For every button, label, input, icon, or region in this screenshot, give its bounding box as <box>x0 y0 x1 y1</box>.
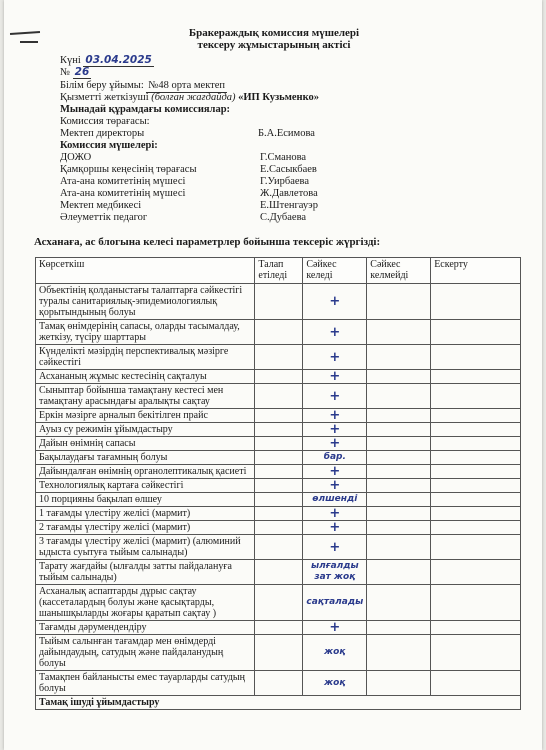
note-cell <box>431 635 521 671</box>
indicator-cell: Тағамды дәрумендендіру <box>36 621 255 635</box>
table-row <box>36 423 521 437</box>
pen-stroke <box>10 31 40 35</box>
checklist-body <box>36 284 521 710</box>
required-cell <box>255 409 303 423</box>
note-cell <box>431 437 521 451</box>
member-name: Ж.Давлетова <box>260 188 318 199</box>
table-row <box>36 493 521 507</box>
noncompliant-cell <box>367 423 431 437</box>
member-name: С.Дубаева <box>260 212 307 223</box>
table-header-row <box>36 258 521 284</box>
composition-heading: Мынадай құрамдағы комиссиялар: <box>60 104 231 115</box>
compliant-cell: + <box>303 423 367 437</box>
chair-role: Мектеп директоры <box>60 128 145 139</box>
school-value: №48 орта мектеп <box>148 80 226 91</box>
noncompliant-cell <box>367 409 431 423</box>
table-row <box>36 560 521 585</box>
required-cell <box>255 437 303 451</box>
compliant-cell: өлшенді <box>303 493 367 507</box>
noncompliant-cell <box>367 370 431 384</box>
required-cell <box>255 320 303 345</box>
document-title-line2: тексеру жұмыстарының актісі <box>197 39 351 51</box>
indicator-cell: Тамақпен байланысты емес тауарларды сатудың болуы <box>36 671 255 696</box>
required-cell <box>255 507 303 521</box>
header-note: Ескерту <box>431 258 521 284</box>
number-value: 26 <box>74 66 90 78</box>
noncompliant-cell <box>367 560 431 585</box>
compliant-cell: + <box>303 345 367 370</box>
noncompliant-cell <box>367 635 431 671</box>
compliant-cell: + <box>303 521 367 535</box>
table-row <box>36 409 521 423</box>
compliant-cell: сақталады <box>303 585 367 621</box>
note-cell <box>431 384 521 409</box>
indicator-cell: 1 тағамды үлестіру желісі (мармит) <box>36 507 255 521</box>
indicator-cell: Объектінің қолданыстағы талаптарға сәйкестігі туралы санитариялық-эпидемиологиялық қорытындының болуы <box>36 284 255 320</box>
compliant-cell: + <box>303 437 367 451</box>
indicator-cell: Тарату жағдайы (ылғалды затты пайдалануға тыйым салынады) <box>36 560 255 585</box>
noncompliant-cell <box>367 479 431 493</box>
note-cell <box>431 521 521 535</box>
note-cell <box>431 423 521 437</box>
member-role: Әлеуметтік педагог <box>60 212 148 223</box>
supplier-note: (болған жағдайда) <box>151 92 236 103</box>
note-cell <box>431 621 521 635</box>
compliant-cell: + <box>303 479 367 493</box>
indicator-cell: Асхананың жұмыс кестесінің сақталуы <box>36 370 255 384</box>
indicator-cell: Дайын өнімнің сапасы <box>36 437 255 451</box>
required-cell <box>255 535 303 560</box>
indicator-cell: Асханалық аспаптарды дұрыс сақтау (кассеталардың болуы және қасықтарды, шанышқыларды жоғары қаратып сақтау ) <box>36 585 255 621</box>
indicator-cell: 2 тағамды үлестіру желісі (мармит) <box>36 521 255 535</box>
header-required: Талап етіледі <box>255 258 303 284</box>
indicator-cell: Күнделікті мәзірдің перспективалық мәзірге сәйкестігі <box>36 345 255 370</box>
noncompliant-cell <box>367 521 431 535</box>
required-cell <box>255 384 303 409</box>
section-title: Тамақ ішуді ұйымдастыру <box>36 696 521 710</box>
table-row <box>36 345 521 370</box>
table-row <box>36 284 521 320</box>
noncompliant-cell <box>367 465 431 479</box>
note-cell <box>431 479 521 493</box>
note-cell <box>431 370 521 384</box>
supplier-label: Қызметті жеткізуші <box>60 92 149 103</box>
checklist-heading: Асханаға, ас блогына келесі параметрлер бойынша тексеріс жүргізді: <box>34 236 381 248</box>
indicator-cell: Тыйым салынған тағамдар мен өнімдерді дайындаудың, сатудың және пайдаланудың болуы <box>36 635 255 671</box>
compliant-cell: бар. <box>303 451 367 465</box>
note-cell <box>431 671 521 696</box>
noncompliant-cell <box>367 621 431 635</box>
compliant-cell: + <box>303 621 367 635</box>
indicator-cell: Тамақ өнімдерінің сапасы, оларды тасымалдау, жеткізу, түсіру шарттары <box>36 320 255 345</box>
number-line <box>60 66 91 79</box>
table-section-row <box>36 696 521 710</box>
chair-heading: Комиссия төрағасы: <box>60 116 150 127</box>
table-row <box>36 479 521 493</box>
indicator-cell: Технологиялық картаға сәйкестігі <box>36 479 255 493</box>
required-cell <box>255 370 303 384</box>
required-cell <box>255 585 303 621</box>
required-cell <box>255 493 303 507</box>
compliant-cell: + <box>303 370 367 384</box>
table-row <box>36 585 521 621</box>
member-role: Қамқоршы кеңесінің төрағасы <box>60 164 197 175</box>
noncompliant-cell <box>367 437 431 451</box>
member-role: Ата-ана комитетінің мүшесі <box>60 188 186 199</box>
note-cell <box>431 409 521 423</box>
note-cell <box>431 284 521 320</box>
header-noncompliant: Сәйкес келмейді <box>367 258 431 284</box>
note-cell <box>431 451 521 465</box>
document-title-line1: Бракераждық комиссия мүшелері <box>188 27 360 39</box>
required-cell <box>255 451 303 465</box>
noncompliant-cell <box>367 345 431 370</box>
table-row <box>36 437 521 451</box>
noncompliant-cell <box>367 585 431 621</box>
required-cell <box>255 284 303 320</box>
note-cell <box>431 320 521 345</box>
member-role: Мектеп медбикесі <box>60 200 142 211</box>
supplier-line <box>60 92 319 104</box>
noncompliant-cell <box>367 384 431 409</box>
required-cell <box>255 635 303 671</box>
noncompliant-cell <box>367 507 431 521</box>
table-row <box>36 320 521 345</box>
table-row <box>36 635 521 671</box>
compliant-cell: + <box>303 284 367 320</box>
table-row <box>36 521 521 535</box>
school-label: Білім беру ұйымы: <box>60 80 144 91</box>
compliant-cell: + <box>303 320 367 345</box>
table-row <box>36 465 521 479</box>
noncompliant-cell <box>367 535 431 560</box>
note-cell <box>431 507 521 521</box>
indicator-cell: Сыныптар бойынша тамақтану кестесі мен тамақтану арасындағы аралықты сақтау <box>36 384 255 409</box>
indicator-cell: 3 тағамды үлестіру желісі (мармит) (алюминий ыдыста суытуға тыйым салынады) <box>36 535 255 560</box>
compliant-cell: + <box>303 465 367 479</box>
date-label: Күні <box>60 55 81 66</box>
table-row <box>36 621 521 635</box>
table-row <box>36 384 521 409</box>
supplier-value: «ИП Кузьменко» <box>238 92 319 103</box>
note-cell <box>431 345 521 370</box>
checklist-table <box>35 257 521 710</box>
table-row <box>36 451 521 465</box>
member-role: Ата-ана комитетінің мүшесі <box>60 176 186 187</box>
indicator-cell: Еркін мәзірге арналып бекітілген прайс <box>36 409 255 423</box>
required-cell <box>255 345 303 370</box>
compliant-cell: + <box>303 507 367 521</box>
required-cell <box>255 479 303 493</box>
required-cell <box>255 521 303 535</box>
note-cell <box>431 535 521 560</box>
required-cell <box>255 621 303 635</box>
compliant-cell: + <box>303 409 367 423</box>
noncompliant-cell <box>367 320 431 345</box>
members-heading: Комиссия мүшелері: <box>60 140 158 151</box>
member-name: Г.Сманова <box>260 152 307 163</box>
header-indicator: Көрсеткіш <box>36 258 255 284</box>
compliant-cell: ылғалды зат жоқ <box>303 560 367 585</box>
header-compliant: Сәйкес келеді <box>303 258 367 284</box>
compliant-cell: + <box>303 535 367 560</box>
pen-stroke <box>20 41 38 43</box>
compliant-cell: жоқ <box>303 635 367 671</box>
table-row <box>36 370 521 384</box>
member-name: Е.Сасыкбаев <box>260 164 317 175</box>
member-name: Е.Штенгауэр <box>260 200 318 211</box>
indicator-cell: 10 порцияны бақылап өлшеу <box>36 493 255 507</box>
compliant-cell: + <box>303 384 367 409</box>
required-cell <box>255 423 303 437</box>
member-role: ДОЖО <box>60 152 92 163</box>
noncompliant-cell <box>367 451 431 465</box>
table-row <box>36 671 521 696</box>
date-value: 03.04.2025 <box>85 54 152 66</box>
table-row <box>36 535 521 560</box>
compliant-cell: жоқ <box>303 671 367 696</box>
indicator-cell: Дайындалған өнімнің органолептикалық қасиеті <box>36 465 255 479</box>
required-cell <box>255 560 303 585</box>
note-cell <box>431 493 521 507</box>
note-cell <box>431 560 521 585</box>
required-cell <box>255 465 303 479</box>
number-label: № <box>60 67 71 78</box>
note-cell <box>431 465 521 479</box>
indicator-cell: Бақылаудағы тағамның болуы <box>36 451 255 465</box>
member-name: Г.Уирбаева <box>260 176 310 187</box>
document-page <box>4 0 542 750</box>
chair-name: Б.А.Есимова <box>258 128 315 139</box>
indicator-cell: Ауыз су режимін ұйымдастыру <box>36 423 255 437</box>
table-row <box>36 507 521 521</box>
noncompliant-cell <box>367 284 431 320</box>
required-cell <box>255 671 303 696</box>
note-cell <box>431 585 521 621</box>
noncompliant-cell <box>367 493 431 507</box>
noncompliant-cell <box>367 671 431 696</box>
